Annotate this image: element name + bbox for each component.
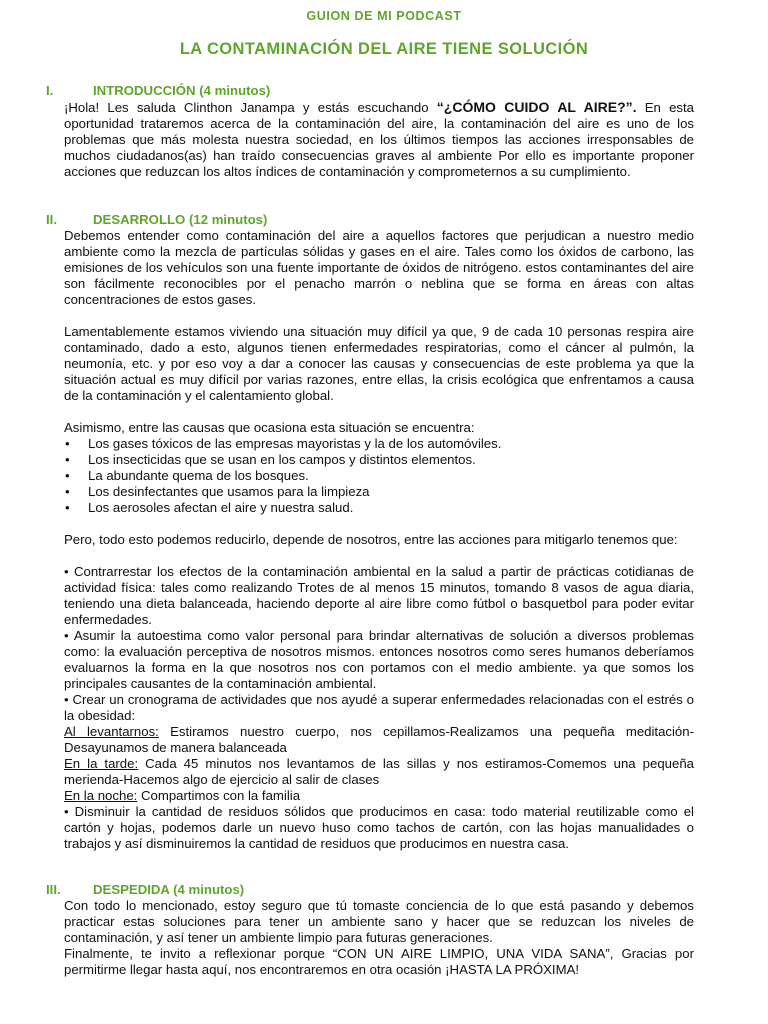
schedule-text: Estiramos nuestro cuerpo, nos cepillamos-Realizamos una pequeña meditación-Desayunamos de manera balanceada <box>64 724 694 755</box>
list-item-text: Los insecticidas que se usan en los campos y distintos elementos. <box>88 451 476 467</box>
bullet: • <box>65 436 70 451</box>
list-item <box>64 468 694 484</box>
intro-paragraph <box>64 100 694 180</box>
schedule-afternoon <box>64 756 694 788</box>
bullet: • <box>65 499 70 515</box>
list-item <box>64 500 694 516</box>
despedida-paragraph-2: Finalmente, te invito a reflexionar porque “CON UN AIRE LIMPIO, UNA VIDA SANA”, Gracias por permitirme llegar hasta aquí, nos encontraremos en otra ocasión ¡HASTA LA PRÓXIMA! <box>64 946 694 977</box>
schedule-morning <box>64 724 694 756</box>
intro-text-end: En esta oportunidad trataremos acerca de la contaminación del aire, la contaminación del aire es uno de los problemas que más molesta nuestra sociedad, en los últimos tiempos las acciones irresponsables de muchos ciudadanos(as) han traído consecuencias graves al ambiente Por ello es importante proponer acciones que reduzcan los altos índices de contaminación y comprometernos a su cumplimiento. <box>64 100 695 179</box>
action-item-2: • Asumir la autoestima como valor personal para brindar alternativas de solución a diversos problemas como: la evaluación perceptiva de nosotros mismos. entonces nosotros como seres humanos deberíamos evaluarnos la forma en la que nosotros nos con portamos con el medio ambiente. ya que somos los principales causantes de la contaminación ambiental. <box>64 628 694 691</box>
section-number: III. <box>46 882 61 897</box>
document-header: GUION DE MI PODCAST <box>306 9 462 23</box>
action-item-1: • Contrarrestar los efectos de la contaminación ambiental en la salud a partir de prácticas cotidianas de actividad física: tales como realizando Trotes de al menos 15 minutos, tomando 8 vasos de agua diaria, teniendo una dieta balanceada, haciendo deporte al aire libre como fútbol o basquetbol para poder evitar enfermedades. <box>64 564 694 627</box>
causes-intro: Asimismo, entre las causas que ocasiona esta situación se encuentra: <box>64 420 475 435</box>
section-number: II. <box>46 212 57 227</box>
section-number: I. <box>46 83 54 98</box>
causes-list <box>64 436 694 516</box>
action-item-4: • Disminuir la cantidad de residuos sólidos que producimos en casa: todo material reutilizable como el cartón y hojas, podemos darle un nuevo huso como tachos de cartón, con las hojas manualidades o trabajos y así disminuiremos la cantidad de residuos que producimos en nuestra casa. <box>64 804 694 851</box>
list-item-text: Los aerosoles afectan el aire y nuestra salud. <box>88 499 354 515</box>
bullet: • <box>65 467 70 483</box>
schedule-text: Cada 45 minutos nos levantamos de las sillas y nos estiramos-Comemos una pequeña merienda-Hacemos algo de ejercicio al salir de clases <box>64 756 694 787</box>
podcast-name: “¿CÓMO CUIDO AL AIRE?”. <box>436 99 637 115</box>
section-heading-introduccion <box>46 83 270 99</box>
desarrollo-paragraph-1: Debemos entender como contaminación del aire a aquellos factores que perjudican a nuestro medio ambiente como la mezcla de partículas sólidas y gases en el aire. Tales como los óxidos de carbono, las emisiones de los vehículos son una fuente importante de óxidos de nitrógeno. estos contaminantes del aire son fácilmente reconocibles por el penacho marrón o neblina que se forma en áreas con altas concentraciones de estos gases. <box>64 228 694 307</box>
list-item-text: La abundante quema de los bosques. <box>88 467 309 483</box>
list-item-text: Los desinfectantes que usamos para la limpieza <box>88 483 370 499</box>
action-item-3: • Crear un cronograma de actividades que nos ayudé a superar enfermedades relacionadas con el estrés o la obesidad: <box>64 692 694 723</box>
actions-intro: Pero, todo esto podemos reducirlo, depende de nosotros, entre las acciones para mitigarlo tenemos que: <box>64 532 678 547</box>
section-title: DESARROLLO (12 minutos) <box>93 212 268 227</box>
schedule-label: En la tarde: <box>64 756 139 771</box>
section-heading-despedida <box>46 882 244 898</box>
list-item-text: Los gases tóxicos de las empresas mayoristas y la de los automóviles. <box>88 436 502 451</box>
desarrollo-paragraph-2: Lamentablemente estamos viviendo una situación muy difícil ya que, 9 de cada 10 personas respira aire contaminado, dado a esto, algunos tienen enfermedades respiratorias, como el cáncer al pulmón, la neumonía, etc. y por eso voy a dar a conocer las causas y consecuencias de este problema ya que la situación actual es muy difícil por varias razones, entre ellas, la crisis ecológica que enfrentamos a causa de la contaminación y el calentamiento global. <box>64 324 694 403</box>
schedule-text: Compartimos con la familia <box>137 788 301 803</box>
section-title: DESPEDIDA (4 minutos) <box>93 882 245 897</box>
section-title: INTRODUCCIÓN (4 minutos) <box>93 83 271 98</box>
list-item <box>64 436 694 452</box>
intro-text-start: ¡Hola! Les saluda Clinthon Janampa y estás escuchando <box>64 100 437 115</box>
schedule-night <box>64 788 694 804</box>
bullet: • <box>65 483 70 499</box>
bullet: • <box>65 451 70 467</box>
schedule-label: Al levantarnos: <box>64 724 159 739</box>
despedida-paragraph-1: Con todo lo mencionado, estoy seguro que tú tomaste conciencia de lo que está pasando y debemos practicar estas soluciones para tener un ambiente sano y hacer que se reduzcan los niveles de contaminación, y así tener un ambiente limpio para futuras generaciones. <box>64 898 694 945</box>
document-title: LA CONTAMINACIÓN DEL AIRE TIENE SOLUCIÓN <box>179 40 589 58</box>
section-heading-desarrollo <box>46 212 267 228</box>
list-item <box>64 484 694 500</box>
list-item <box>64 452 694 468</box>
schedule-label: En la noche: <box>64 788 138 803</box>
